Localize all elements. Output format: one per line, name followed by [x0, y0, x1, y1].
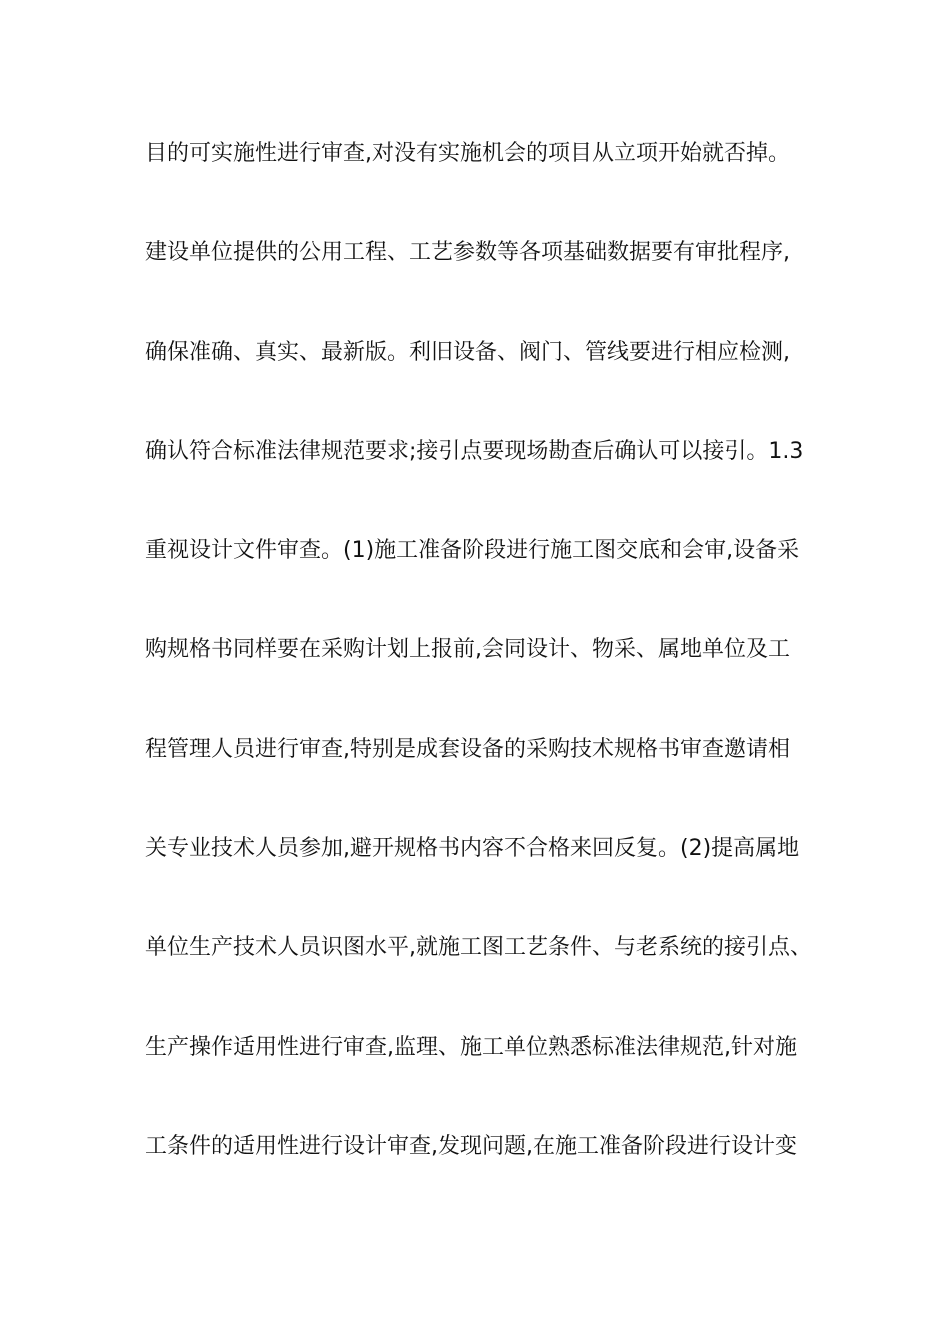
- text-line-8: 关专业技术人员参加,避开规格书内容不合格来回反复。(2)提高属地: [145, 836, 800, 862]
- text-line-2: 建设单位提供的公用工程、工艺参数等各项基础数据要有审批程序,: [145, 240, 790, 266]
- text-line-7: 程管理人员进行审查,特别是成套设备的采购技术规格书审查邀请相: [145, 736, 790, 762]
- text-line-6: 购规格书同样要在采购计划上报前,会同设计、物采、属地单位及工: [145, 637, 790, 663]
- text-line-9: 单位生产技术人员识图水平,就施工图工艺条件、与老系统的接引点、: [145, 935, 812, 961]
- body-text: [145, 129, 825, 1221]
- text-line-11: 工条件的适用性进行设计审查,发现问题,在施工准备阶段进行设计变: [145, 1133, 797, 1159]
- text-line-1: 目的可实施性进行审查,对没有实施机会的项目从立项开始就否掉。: [145, 141, 790, 166]
- text-line-5: 重视设计文件审查。(1)施工准备阶段进行施工图交底和会审,设备采: [145, 538, 800, 564]
- text-line-4: 确认符合标准法律规范要求;接引点要现场勘查后确认可以接引。1.3: [145, 438, 804, 464]
- text-line-10: 生产操作适用性进行审查,监理、施工单位熟悉标准法律规范,针对施: [145, 1034, 797, 1060]
- text-line-3: 确保准确、真实、最新版。利旧设备、阀门、管线要进行相应检测,: [145, 339, 790, 365]
